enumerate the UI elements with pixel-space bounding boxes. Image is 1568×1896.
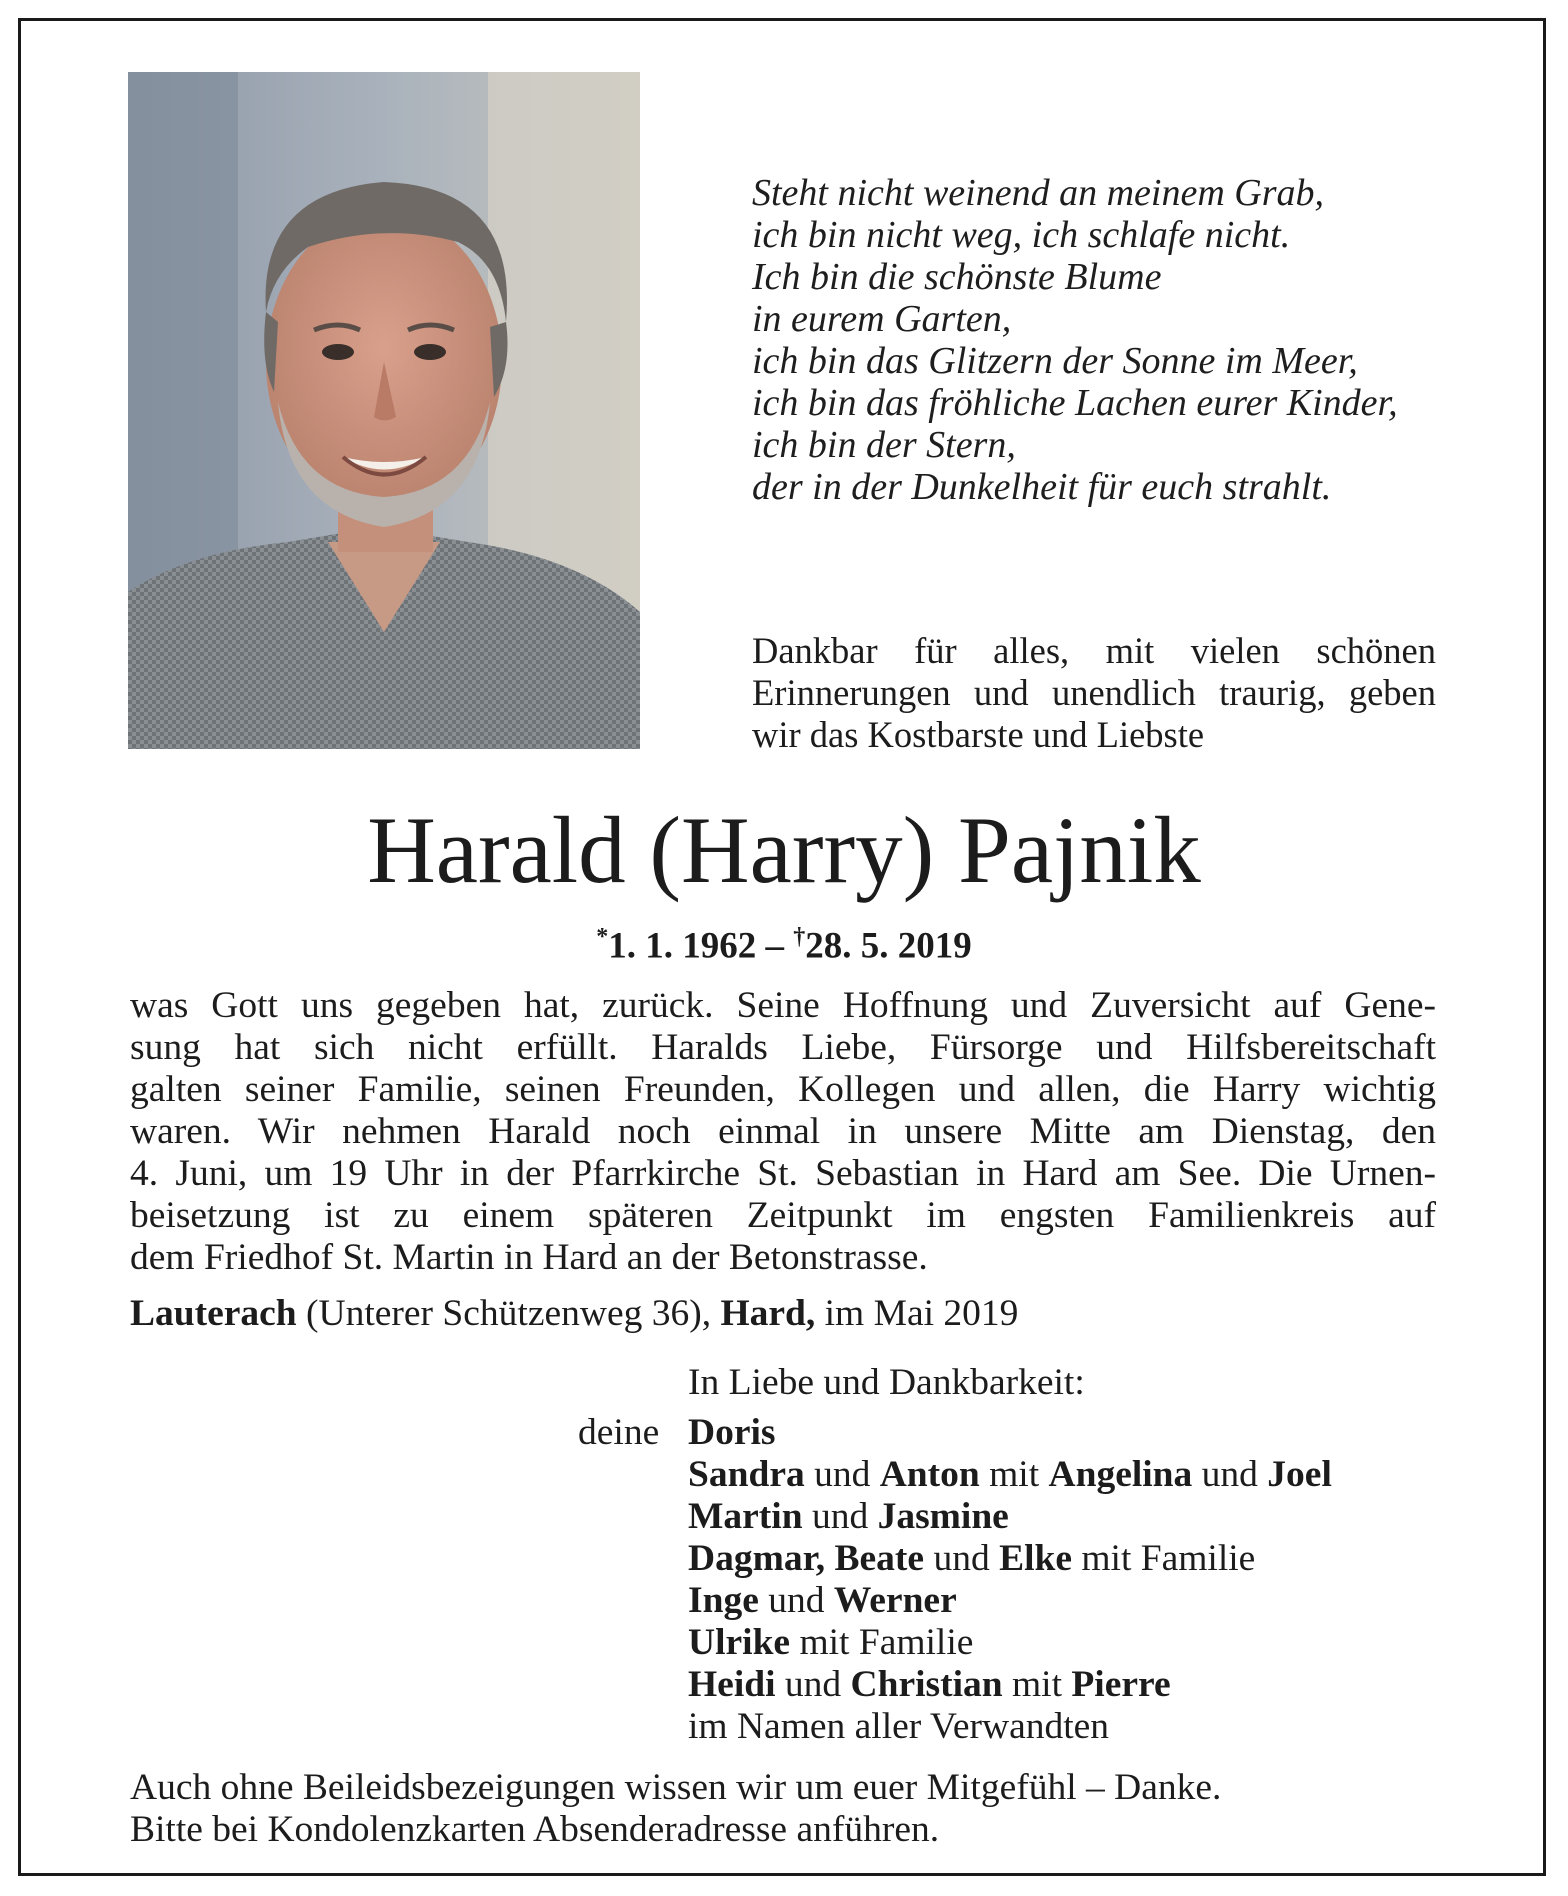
portrait-illustration xyxy=(128,72,640,749)
family-name: Werner xyxy=(833,1580,957,1621)
family-name: Sandra xyxy=(688,1454,805,1495)
family-name: Angelina xyxy=(1048,1454,1193,1495)
family-name: Martin xyxy=(688,1496,803,1537)
family-name: Heidi xyxy=(688,1664,776,1705)
family-name: Pierre xyxy=(1071,1664,1171,1705)
connector: und xyxy=(924,1538,1000,1579)
family-name: Joel xyxy=(1267,1454,1332,1495)
family-name: Dagmar, Beate xyxy=(688,1538,925,1579)
birth-symbol: * xyxy=(596,924,609,950)
connector: und xyxy=(758,1580,834,1621)
birth-date: 1. 1. 1962 xyxy=(608,925,757,967)
family-list xyxy=(688,1412,1332,1748)
poem-line: ich bin das fröhliche Lachen eurer Kinder, xyxy=(752,382,1398,424)
connector: mit xyxy=(1002,1664,1072,1705)
deine-label: deine xyxy=(578,1412,660,1453)
family-name: Jasmine xyxy=(877,1496,1009,1537)
family-row: im Namen aller Verwandten xyxy=(688,1706,1110,1747)
place-date-line xyxy=(130,1293,1018,1335)
family-row xyxy=(688,1538,1332,1580)
month-year: im Mai 2019 xyxy=(815,1293,1019,1334)
life-dates xyxy=(0,915,1568,968)
death-date: 28. 5. 2019 xyxy=(805,925,972,967)
memorial-poem xyxy=(752,172,1472,508)
connector: mit Familie xyxy=(1072,1538,1256,1579)
connector: und xyxy=(802,1496,878,1537)
connector: mit xyxy=(979,1454,1049,1495)
connector: und xyxy=(775,1664,851,1705)
intro-text: Dankbar für alles, mit vielen schönen Erinnerungen und unendlich traurig, geben wir das Kostbarste und Liebste xyxy=(752,630,1436,755)
address: (Unterer Schützenweg 36), xyxy=(296,1293,721,1334)
family-name: Anton xyxy=(879,1454,980,1495)
deceased-name: Harald (Harry) Pajnik xyxy=(367,797,1201,903)
portrait-photo xyxy=(128,72,640,749)
connector: und xyxy=(1192,1454,1268,1495)
body-line: was Gott uns gegeben hat, zurück. Seine Hoffnung und Zuversicht auf Gene- xyxy=(130,985,1436,1026)
connector: und xyxy=(804,1454,880,1495)
body-line: 4. Juni, um 19 Uhr in der Pfarrkirche St. Sebastian in Hard am See. Die Urnen- xyxy=(130,1153,1436,1194)
connector: mit Familie xyxy=(790,1622,974,1663)
family-name: Inge xyxy=(688,1580,759,1621)
body-text xyxy=(130,985,1436,1279)
poem-line: ich bin der Stern, xyxy=(752,424,1016,466)
family-name: Elke xyxy=(999,1538,1072,1579)
death-symbol: † xyxy=(793,924,806,950)
poem-line: ich bin nicht weg, ich schlafe nicht. xyxy=(752,214,1291,256)
family-row xyxy=(688,1496,1332,1538)
family-row xyxy=(688,1580,1332,1622)
poem-line: Steht nicht weinend an meinem Grab, xyxy=(752,172,1325,214)
footer-note xyxy=(130,1767,1221,1851)
family-row xyxy=(688,1412,1332,1454)
poem-line: Ich bin die schönste Blume xyxy=(752,256,1162,298)
family-row xyxy=(688,1664,1332,1706)
poem-line: in eurem Garten, xyxy=(752,298,1012,340)
body-line: sung hat sich nicht erfüllt. Haralds Liebe, Fürsorge und Hilfsbereitschaft xyxy=(130,1027,1436,1068)
town-hard: Hard, xyxy=(720,1293,816,1334)
footer-line: Auch ohne Beileidsbezeigungen wissen wir um euer Mitgefühl – Danke. xyxy=(130,1767,1222,1808)
body-line: waren. Wir nehmen Harald noch einmal in unsere Mitte am Dienstag, den xyxy=(130,1111,1436,1152)
poem-line: der in der Dunkelheit für euch strahlt. xyxy=(752,466,1332,508)
poem-line: ich bin das Glitzern der Sonne im Meer, xyxy=(752,340,1358,382)
family-row xyxy=(688,1622,1332,1664)
family-name: Ulrike xyxy=(688,1622,791,1663)
date-separator: – xyxy=(756,925,794,967)
town-lauterach: Lauterach xyxy=(130,1293,297,1334)
footer-line: Bitte bei Kondolenzkarten Absenderadresse anführen. xyxy=(130,1809,940,1850)
family-name: Christian xyxy=(850,1664,1003,1705)
family-name: Doris xyxy=(688,1412,776,1453)
body-line: dem Friedhof St. Martin in Hard an der Betonstrasse. xyxy=(130,1237,928,1278)
family-row xyxy=(688,1454,1332,1496)
thanks-line: In Liebe und Dankbarkeit: xyxy=(688,1362,1085,1403)
body-line: galten seiner Familie, seinen Freunden, Kollegen und allen, die Harry wichtig xyxy=(130,1069,1436,1110)
body-line: beisetzung ist zu einem späteren Zeitpunkt im engsten Familienkreis auf xyxy=(130,1195,1436,1236)
